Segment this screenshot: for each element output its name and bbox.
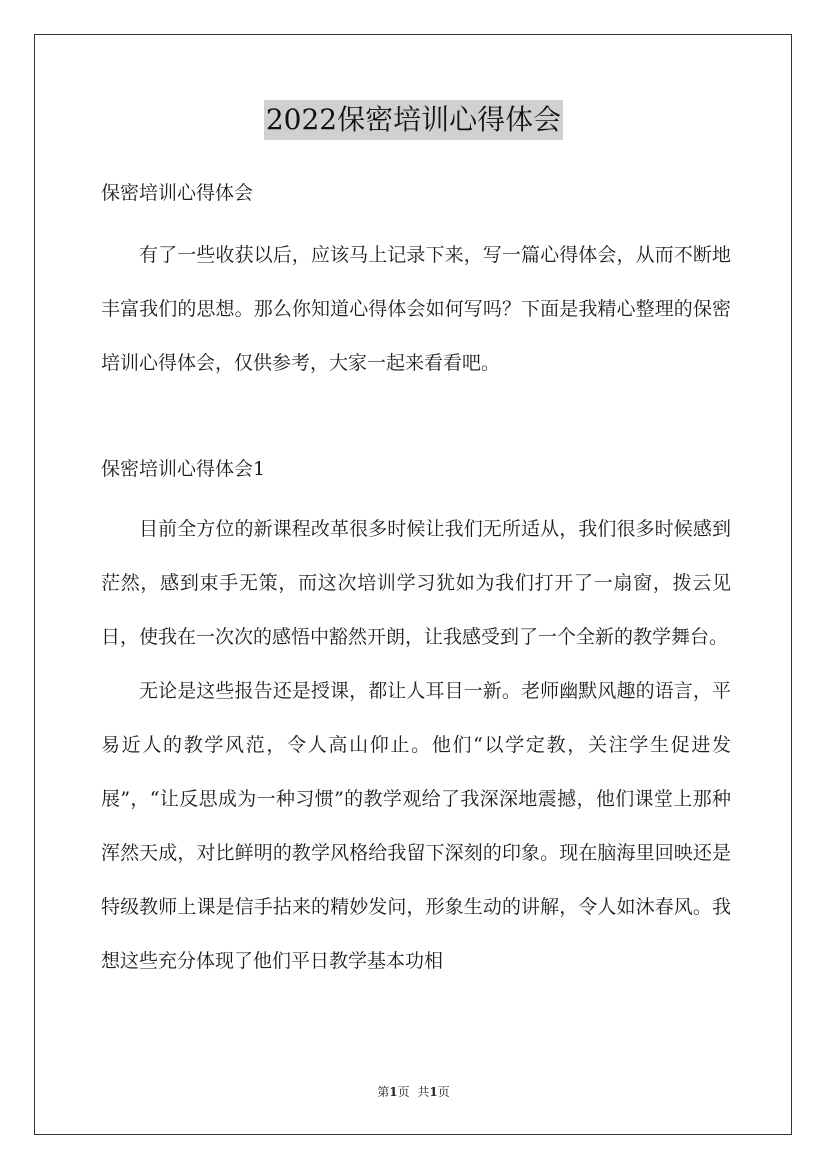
total-prefix: 共 (417, 1085, 430, 1099)
section-paragraph-2: 无论是这些报告还是授课，都让人耳目一新。老师幽默风趣的语言，平易近人的教学风范，令人高山仰止。他们“以学定教，关注学生促进发展”，“让反思成为一种习惯”的教学观给了我深深地震撼，他们课堂上那种浑然天成，对比鲜明的教学风格给我留下深刻的印象。现在脑海里回映还是特级教师上课是信手拈来的精妙发问，形象生动的讲解，令人如沐春风。我想这些充分体现了他们平日教学基本功相 (101, 680, 731, 972)
document-body (101, 174, 731, 988)
intro-paragraph: 有了一些收获以后，应该马上记录下来，写一篇心得体会，从而不断地丰富我们的思想。那么你知道心得体会如何写吗？下面是我精心整理的保密培训心得体会，仅供参考，大家一起来看看吧。 (101, 244, 731, 374)
page-number: 1 (389, 1085, 398, 1099)
intro-heading: 保密培训心得体会 (101, 182, 254, 204)
page-suffix: 页 (397, 1085, 410, 1099)
total-pages: 1 (429, 1085, 438, 1099)
section-paragraph-1: 目前全方位的新课程改革很多时候让我们无所适从，我们很多时候感到茫然，感到束手无策，而这次培训学习犹如为我们打开了一扇窗，拨云见日，使我在一次次的感悟中豁然开朗，让我感受到了一个全新的教学舞台。 (101, 518, 731, 648)
page-prefix: 第 (377, 1085, 390, 1099)
title-container (0, 100, 827, 140)
total-suffix: 页 (437, 1085, 450, 1099)
page-footer (0, 1084, 827, 1100)
section-heading: 保密培训心得体会1 (101, 458, 266, 480)
document-title: 2022保密培训心得体会 (264, 100, 563, 140)
